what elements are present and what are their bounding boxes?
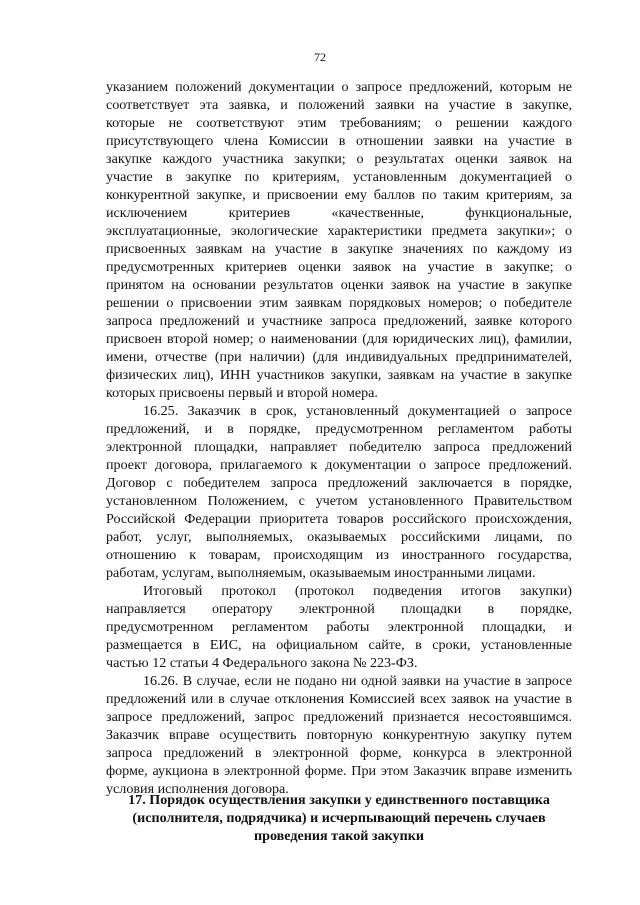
text-line: закупке каждого участника закупки; о результатах оценки заявок на bbox=[106, 151, 572, 167]
text-line: указанием положений документации о запросе предложений, которым не bbox=[106, 79, 572, 95]
text-line: частью 12 статьи 4 Федерального закона № 223-ФЗ. bbox=[106, 655, 418, 671]
text-line: запроса предложений и участнике запроса предложений, заявке которого bbox=[106, 313, 572, 329]
text-line: предусмотренных критериев оценки заявок на участие в закупке; о bbox=[106, 259, 572, 275]
text-line: условия исполнения договора. bbox=[106, 781, 289, 797]
text-line: 16.26. В случае, если не подано ни одной заявки на участие в запросе bbox=[143, 673, 572, 689]
text-line: исключением критериев «качественные, функциональные, bbox=[106, 205, 572, 221]
text-line: эксплуатационные, экологические характеристики предмета закупки»; о bbox=[106, 223, 572, 239]
text-line: имени, отчестве (при наличии) (для индивидуальных предпринимателей, bbox=[106, 349, 572, 365]
paragraph-final-protocol bbox=[106, 582, 572, 672]
text-line: физических лиц), ИНН участников закупки, заявкам на участие в закупке bbox=[106, 367, 572, 383]
text-line: запроса предложений в электронной форме, конкурса в электронной bbox=[106, 745, 572, 761]
text-line: запросе предложений, запрос предложений признается несостоявшимся. bbox=[106, 709, 572, 725]
text-line: работам, услугам, выполняемым, оказываемым иностранными лицами. bbox=[106, 565, 536, 581]
paragraph-container bbox=[106, 78, 572, 798]
section-heading-line: (исполнителя, подрядчика) и исчерпывающий перечень случаев bbox=[132, 810, 546, 826]
text-line: которых присвоены первый и второй номера. bbox=[106, 385, 378, 401]
text-line: электронной площадки, направляет победителю запроса предложений bbox=[106, 439, 572, 455]
page-number: 72 bbox=[314, 50, 326, 64]
body-text bbox=[106, 78, 572, 798]
text-line: работ, услуг, выполняемых, оказываемых российскими лицами, по bbox=[106, 529, 572, 545]
text-line: направляется оператору электронной площадки в порядке, bbox=[106, 601, 572, 617]
text-line: 16.25. Заказчик в срок, установленный документацией о запросе bbox=[143, 403, 572, 419]
text-line: соответствует эта заявка, и положений заявки на участие в закупке, bbox=[106, 97, 572, 113]
text-line: отношению к товарам, происходящим из иностранного государства, bbox=[106, 547, 572, 563]
text-line: размещается в ЕИС, на официальном сайте, в сроки, установленные bbox=[106, 637, 572, 653]
text-line: принятом на основании результатов оценки заявок на участие в закупке bbox=[106, 277, 572, 293]
text-line: Российской Федерации приоритета товаров российского происхождения, bbox=[106, 511, 572, 527]
text-line: участие в закупке по критериям, установленным документацией о bbox=[106, 169, 572, 185]
text-line: предложений или в случае отклонения Комиссией всех заявок на участие в bbox=[106, 691, 572, 707]
text-line: конкурентной закупке, и присвоении ему баллов по таким критериям, за bbox=[106, 187, 572, 203]
section-heading-line: 17. Порядок осуществления закупки у единственного поставщика bbox=[128, 792, 550, 808]
text-line: присутствующего члена Комиссии в отношении заявки на участие в bbox=[106, 133, 572, 149]
text-line: Договор с победителем запроса предложений заключается в порядке, bbox=[106, 475, 572, 491]
text-line: Итоговый протокол (протокол подведения итогов закупки) bbox=[143, 583, 572, 599]
text-line: установленном Положением, с учетом установленного Правительством bbox=[106, 493, 572, 509]
section-heading bbox=[106, 791, 572, 845]
text-line: предложений, и в порядке, предусмотренном регламентом работы bbox=[106, 421, 572, 437]
text-line: предусмотренном регламентом работы электронной площадки, и bbox=[106, 619, 572, 635]
section-heading-line: проведения такой закупки bbox=[254, 828, 424, 844]
text-line: форме, аукциона в электронной форме. При этом Заказчик вправе изменить bbox=[106, 763, 572, 779]
paragraph-item-16-25 bbox=[106, 402, 572, 582]
text-line: проект договора, прилагаемого к документации о запросе предложений. bbox=[106, 457, 572, 473]
paragraph-item-16-26 bbox=[106, 672, 572, 798]
paragraph-continuation bbox=[106, 78, 572, 402]
text-line: присвоен второй номер; о наименовании (для юридических лиц), фамилии, bbox=[106, 331, 572, 347]
text-line: Заказчик вправе осуществить повторную конкурентную закупку путем bbox=[106, 727, 572, 743]
text-line: решении о присвоении этим заявкам порядковых номеров; о победителе bbox=[106, 295, 572, 311]
text-line: которые не соответствуют этим требованиям; о решении каждого bbox=[106, 115, 572, 131]
text-line: присвоенных заявкам на участие в закупке значениях по каждому из bbox=[106, 241, 572, 257]
